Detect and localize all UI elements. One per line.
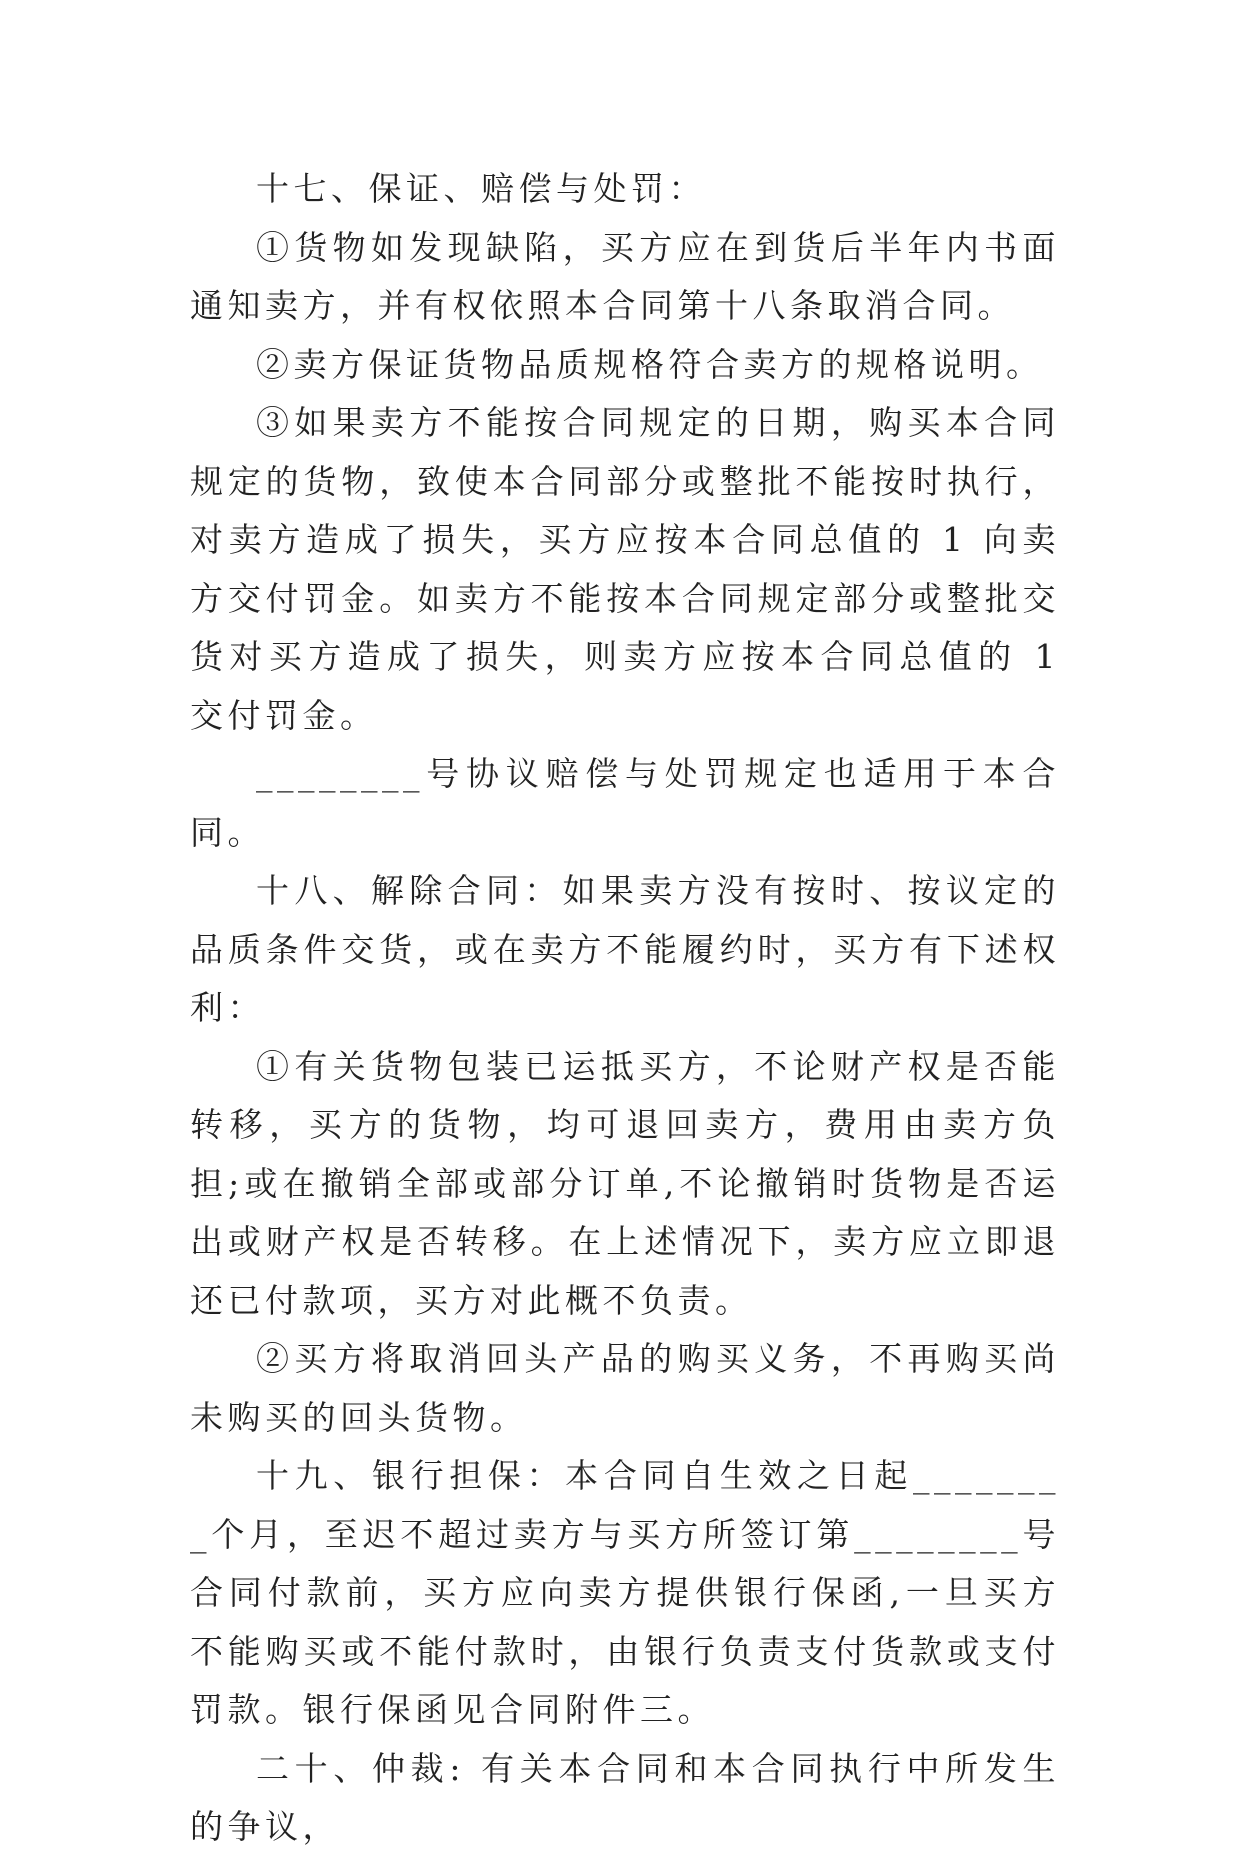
section-17-heading: 十七、保证、赔偿与处罚： — [256, 169, 706, 208]
document-body — [190, 160, 1060, 1857]
section-17-clause-3: ③如果卖方不能按合同规定的日期，购买本合同规定的货物，致使本合同部分或整批不能按时执行，对卖方造成了损失，买方应按本合同总值的 1 向卖方交付罚金。如卖方不能按本合同规定部分或整批交货对买方造成了损失，则卖方应按本合同总值的 1 交付罚金。 — [190, 403, 1060, 735]
section-18-clause-1: ①有关货物包装已运抵买方，不论财产权是否能转移，买方的货物，均可退回卖方，费用由卖方负担;或在撤销全部或部分订单,不论撤销时货物是否运出或财产权是否转移。在上述情况下，卖方应立即退还已付款项，买方对此概不负责。 — [190, 1046, 1060, 1320]
section-17-clause-2: ②卖方保证货物品质规格符合卖方的规格说明。 — [256, 344, 1044, 384]
section-17-agreement-note: ________号协议赔偿与处罚规定也适用于本合同。 — [190, 754, 1060, 852]
section-18-termination: 十八、解除合同：如果卖方没有按时、按议定的品质条件交货，或在卖方不能履约时，买方有下述权利： — [190, 871, 1060, 1027]
section-17-clause-1: ①货物如发现缺陷，买方应在到货后半年内书面通知卖方，并有权依照本合同第十八条取消合同。 — [190, 227, 1060, 325]
section-20-arbitration: 二十、仲裁: 有关本合同和本合同执行中所发生的争议， — [190, 1748, 1060, 1846]
section-18-clause-2: ②买方将取消回头产品的购买义务，不再购买尚未购买的回头货物。 — [190, 1339, 1060, 1437]
section-19-bank-guarantee: 十九、银行担保：本合同自生效之日起________个月，至迟不超过卖方与买方所签订第________号合同付款前，买方应向卖方提供银行保函,一旦买方不能购买或不能付款时，由银行负责支付货款或支付罚款。银行保函见合同附件三。 — [190, 1456, 1060, 1729]
